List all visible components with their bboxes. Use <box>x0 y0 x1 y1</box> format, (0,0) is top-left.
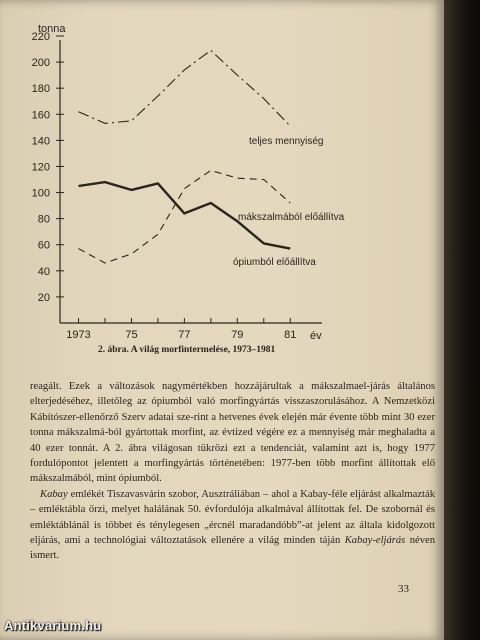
series-label-teljes: teljes mennyiség <box>249 136 324 147</box>
watermark: Antikvarium.hu <box>4 618 102 633</box>
book-spine-shadow <box>444 0 480 640</box>
line-chart <box>0 0 444 345</box>
page-number: 33 <box>398 583 409 595</box>
y-tick-label: 200 <box>31 57 50 70</box>
paragraph-1: reagált. Ezek a változások nagymértékben hozzájárultak a mákszalmael-járás általános elterjedéséhez, illetőleg az ópiumból való morfingyártás visszaszorulásához. A Nemzetközi Kábítószer-ellenőrző Szerv adatai sze-rint a hetvenes évek elején már évente több mint 30 ezer tonna mákszalmá-ból gyártottak morfint, az évtized végére ez a mennyiség már meghaladta a 40 ezer tonnát. A 2. ábra világosan tükrözi ezt a tendenciát, valamint azt is, hogy 1977 fordulópontot jelentett a morfingyártás történetében: 1977-ben több morfint állítottak elő mákszalmából, mint ópiumból. <box>30 381 435 485</box>
x-axis-ticks <box>66 318 296 341</box>
x-tick-label: 81 <box>284 329 297 341</box>
series-label-makszalma: mákszalmából előállítva <box>238 212 345 223</box>
x-tick-label: 1973 <box>66 329 91 341</box>
y-tick-label: 120 <box>31 161 50 174</box>
y-tick-label: 180 <box>31 83 50 96</box>
y-axis-ticks <box>32 31 64 304</box>
y-tick-label: 220 <box>31 31 50 43</box>
body-text <box>30 379 435 564</box>
series-label-opium: ópiumból előállítva <box>233 257 316 268</box>
x-tick-label: 79 <box>231 329 244 341</box>
y-axis-label: tonna <box>38 23 66 35</box>
x-tick-label: 77 <box>178 329 191 341</box>
y-tick-label: 160 <box>31 109 50 122</box>
series-line-0 <box>79 50 291 126</box>
y-tick-label: 20 <box>37 291 50 304</box>
chart-axes <box>60 40 322 323</box>
x-axis-label: év <box>310 330 322 342</box>
y-tick-label: 80 <box>37 213 50 226</box>
x-tick-label: 75 <box>125 329 138 341</box>
y-tick-label: 140 <box>31 135 50 148</box>
y-tick-label: 100 <box>31 187 50 200</box>
paragraph-2: Kabay emlékét Tiszavasvárin szobor, Ausztráliában – ahol a Kabay-féle eljárást alkalmazták – emléktábla őrzi, melyet halálának 50. évfordulója alkalmával állítottak fel. De szobornál és emléktáblánál is többet és ténylegesen „ércnél maradandóbb”-at jelent az általa kidolgozott eljárás, ami a technológiai változtatások ellenére a világ minden táján Kabay-eljárás néven ismert. <box>30 488 435 562</box>
y-tick-label: 60 <box>37 239 50 252</box>
series-lines <box>79 50 291 263</box>
y-tick-label: 40 <box>37 265 50 278</box>
figure-caption: 2. ábra. A világ morfintermelése, 1973–1981 <box>98 345 276 355</box>
